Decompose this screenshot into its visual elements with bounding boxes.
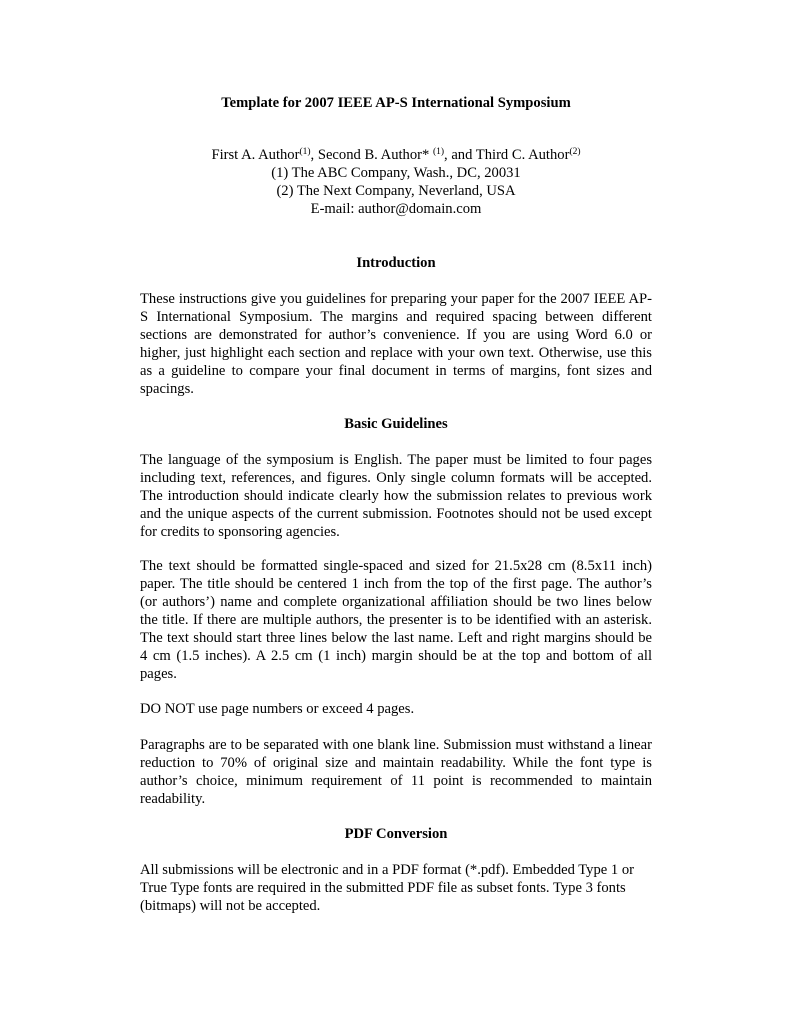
- author-line: [140, 146, 652, 164]
- section-heading-introduction: Introduction: [356, 255, 436, 271]
- basic-guidelines-paragraph-2: The text should be formatted single-spaced and sized for 21.5x28 cm (8.5x11 inch) paper. The title should be centered 1 inch from the top of the first page. The author’s (or authors’) name and complete organizational affiliation should be two lines below the title. If there are multiple authors, the presenter is to be identified with an asterisk. The text should start three lines below the last name. Left and right margins should be 4 cm (1.5 inches). A 2.5 cm (1 inch) margin should be at the top and bottom of all pages.: [140, 558, 652, 682]
- pdf-conversion-paragraph: All submissions will be electronic and in a PDF format (*.pdf). Embedded Type 1 or True Type fonts are required in the submitted PDF file as subset fonts. Type 3 fonts (bitmaps) will not be accepted.: [140, 862, 634, 914]
- basic-guidelines-paragraph-3: DO NOT use page numbers or exceed 4 pages.: [140, 701, 415, 717]
- introduction-paragraph: These instructions give you guidelines for preparing your paper for the 2007 IEEE AP-S International Symposium. The margins and required spacing between different sections are demonstrated for author’s convenience. If you are using Word 6.0 or higher, just highlight each section and replace with your own text. Otherwise, use this as a guideline to compare your final document in terms of margins, font sizes and spacings.: [140, 291, 652, 397]
- affiliation-2: (2) The Next Company, Neverland, USA: [276, 183, 516, 199]
- author-second-affil-mark: (1): [432, 147, 445, 157]
- affiliation-1: (1) The ABC Company, Wash., DC, 20031: [271, 165, 521, 181]
- basic-guidelines-paragraph-1: The language of the symposium is English. The paper must be limited to four pages including text, references, and figures. Only single column formats will be accepted. The introduction should indicate clearly how the submission relates to previous work and the unique aspects of the current submission. Footnotes should not be used except for credits to sponsoring agencies.: [140, 452, 652, 540]
- author-block: [140, 146, 652, 218]
- author-third-affil-mark: (2): [569, 147, 581, 157]
- author-first-affil-mark: (1): [299, 147, 311, 157]
- section-heading-pdf-conversion: PDF Conversion: [344, 826, 448, 842]
- section-heading-basic-guidelines: Basic Guidelines: [344, 416, 448, 432]
- author-separator: ,: [310, 147, 318, 163]
- document-title: Template for 2007 IEEE AP-S International Symposium: [221, 95, 571, 111]
- author-first: First A. Author: [211, 147, 300, 163]
- author-separator: , and: [444, 147, 476, 163]
- author-third: Third C. Author: [475, 147, 570, 163]
- author-email: E-mail: author@domain.com: [310, 201, 482, 217]
- author-second: Second B. Author*: [317, 147, 433, 163]
- basic-guidelines-paragraph-4: Paragraphs are to be separated with one blank line. Submission must withstand a linear reduction to 70% of original size and maintain readability. While the font type is author’s choice, minimum requirement of 11 point is recommended to maintain readability.: [140, 737, 652, 807]
- document-page: [140, 0, 652, 1024]
